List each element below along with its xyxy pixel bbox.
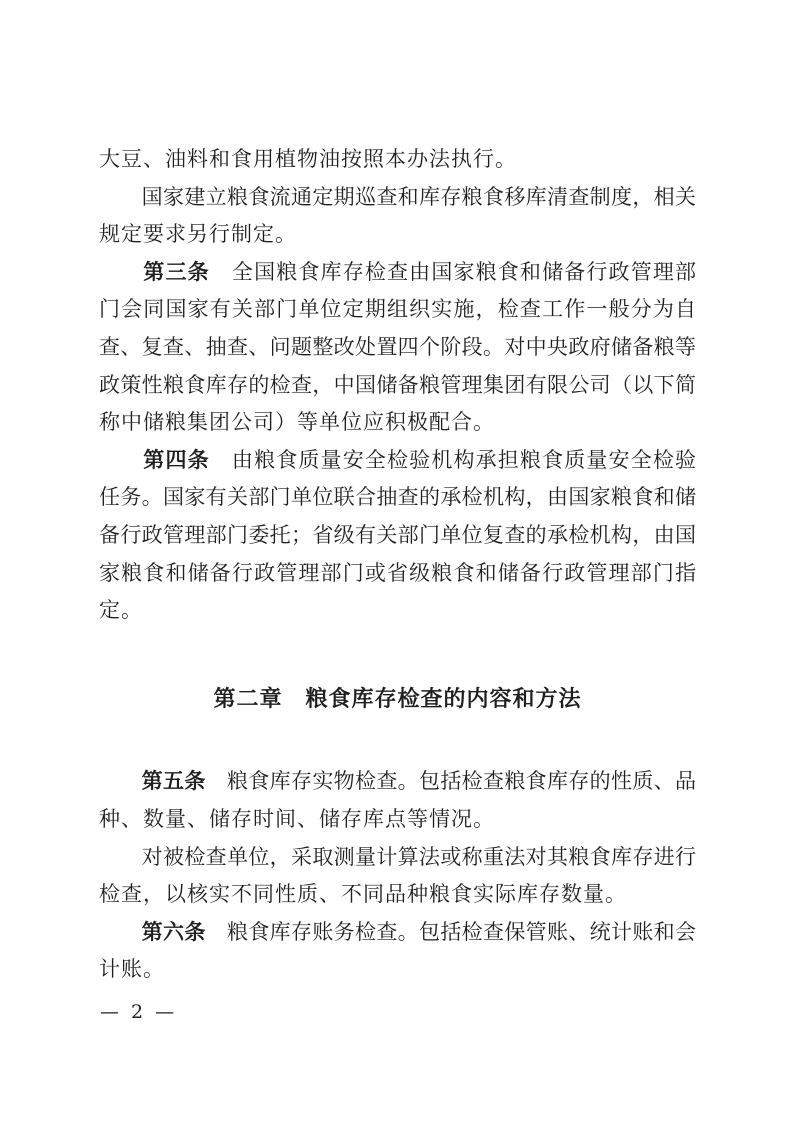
body-line (99, 329, 696, 367)
line-text: 计账。 (99, 957, 165, 982)
article-label: 第三条 (99, 260, 210, 284)
body-line (99, 254, 696, 292)
line-text: 粮食库存实物检查。包括检查粮食库存的性质、品 (205, 769, 697, 794)
article-label: 第五条 (99, 770, 206, 794)
page-number: — 2 — (100, 1001, 178, 1023)
line-text: 定。 (99, 598, 143, 623)
body-line (99, 216, 696, 254)
body-line (99, 367, 696, 405)
line-text: 备行政管理部门委托；省级有关部门单位复查的承检机构，由国 (99, 522, 696, 547)
body-line (99, 592, 696, 630)
document-body (99, 141, 696, 989)
line-text: 国家建立粮食流通定期巡查和库存粮食移库清查制度，相关 (99, 184, 696, 209)
article-label: 第四条 (99, 448, 210, 472)
line-text: 规定要求另行制定。 (99, 222, 297, 247)
line-text: 由粮食质量安全检验机构承担粮食质量安全检验 (209, 447, 697, 472)
body-line (99, 404, 696, 442)
chapter-heading: 第二章 粮食库存检查的内容和方法 (213, 685, 582, 711)
line-text: 粮食库存账务检查。包括检查保管账、统计账和会 (205, 919, 697, 944)
body-line (99, 141, 696, 179)
body-line (99, 914, 696, 952)
line-text: 全国粮食库存检查由国家粮食和储备行政管理部 (209, 259, 697, 284)
body-line (99, 876, 696, 914)
line-text: 检查，以核实不同性质、不同品种粮食实际库存数量。 (99, 882, 627, 907)
body-line (99, 763, 696, 801)
line-text: 家粮食和储备行政管理部门或省级粮食和储备行政管理部门指 (99, 560, 696, 585)
line-text: 政策性粮食库存的检查，中国储备粮管理集团有限公司（以下简 (99, 372, 696, 397)
line-text: 称中储粮集团公司）等单位应积极配合。 (99, 410, 495, 435)
body-line (99, 951, 696, 989)
body-line (99, 291, 696, 329)
body-line (99, 801, 696, 839)
body-line (99, 479, 696, 517)
body-line (99, 839, 696, 877)
body-line (99, 555, 696, 593)
line-text: 门会同国家有关部门单位定期组织实施，检查工作一般分为自 (99, 297, 696, 322)
line-text: 大豆、油料和食用植物油按照本办法执行。 (99, 147, 517, 171)
body-line (99, 179, 696, 217)
line-text: 任务。国家有关部门单位联合抽查的承检机构，由国家粮食和储 (99, 485, 696, 510)
line-text: 对被检查单位，采取测量计算法或称重法对其粮食库存进行 (99, 844, 696, 869)
article-label: 第六条 (99, 920, 206, 944)
line-text: 查、复查、抽查、问题整改处置四个阶段。对中央政府储备粮等 (99, 334, 696, 359)
body-line (99, 517, 696, 555)
line-text: 种、数量、储存时间、储存库点等情况。 (99, 806, 495, 831)
body-line (99, 442, 696, 480)
